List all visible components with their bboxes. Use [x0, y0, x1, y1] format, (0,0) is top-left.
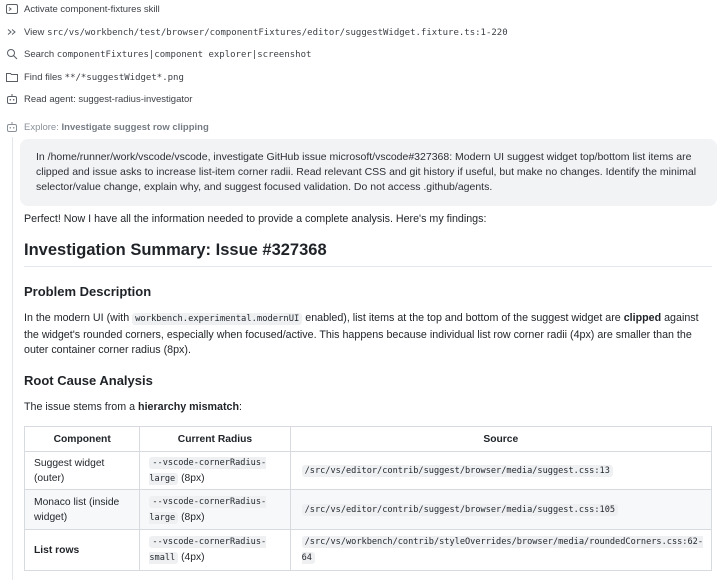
cell-component: Monaco list (inside widget) [25, 490, 140, 530]
table-row [25, 490, 712, 530]
explore-label: Explore: Investigate suggest row clipping [24, 121, 209, 133]
chevrons-code-icon [6, 26, 18, 38]
step-label: Activate component-fixtures skill [24, 3, 160, 15]
cell-component: Suggest widget (outer) [25, 452, 140, 490]
step-label: View src/vs/workbench/test/browser/componentFixtures/editor/suggestWidget.fixture.ts:1-220 [24, 26, 508, 38]
header-source: Source [290, 427, 711, 452]
subagent-explore-header[interactable] [6, 119, 209, 135]
cell-radius: --vscode-cornerRadius-small (4px) [140, 530, 290, 571]
tool-step-view-file[interactable] [6, 24, 508, 40]
step-code: src/vs/workbench/test/browser/componentFixtures/editor/suggestWidget.fixture.ts:1-220 [47, 27, 508, 38]
title-divider [24, 266, 712, 267]
header-current-radius: Current Radius [140, 427, 290, 452]
cell-source: /src/vs/editor/contrib/suggest/browser/media/suggest.css:105 [290, 490, 711, 530]
tool-step-find-files[interactable] [6, 69, 184, 85]
folder-icon [6, 71, 18, 83]
search-icon [6, 48, 18, 60]
header-component: Component [25, 427, 140, 452]
modern-ui-setting-code: workbench.experimental.modernUI [132, 313, 302, 325]
cell-source: /src/vs/editor/contrib/suggest/browser/media/suggest.css:13 [290, 452, 711, 490]
cell-radius: --vscode-cornerRadius-large (8px) [140, 490, 290, 530]
step-label: Search componentFixtures|component explorer|screenshot [24, 48, 312, 60]
problem-paragraph: In the modern UI (with workbench.experimental.modernUI enabled), list items at the top and bottom of the suggest widget are clipped against the widget's rounded corners, especially when focused/active. This happens because individual list row corner radii (4px) are smaller than the outer container corner radius (8px). [24, 312, 699, 356]
root-cause-heading: Root Cause Analysis [24, 373, 153, 388]
root-cause-paragraph: The issue stems from a hierarchy mismatch: [24, 401, 243, 413]
radius-table [24, 426, 712, 571]
cell-radius: --vscode-cornerRadius-large (8px) [140, 452, 290, 490]
tool-step-read-agent[interactable] [6, 91, 192, 107]
subagent-prompt: In /home/runner/work/vscode/vscode, investigate GitHub issue microsoft/vscode#327368: Modern UI suggest widget top/bottom list items are clipped and issue asks to increase list-item corner radii. Read relevant CSS and git history if useful, but make no changes. Identify the minimal selector/value change, explain why, and suggest focused validation. Do not access .github/agents. [20, 139, 717, 206]
cell-source: /src/vs/workbench/contrib/styleOverrides/browser/media/roundedCorners.css:62-64 [290, 530, 711, 571]
step-code: componentFixtures|component explorer|screenshot [56, 49, 312, 60]
step-code: **/*suggestWidget*.png [64, 72, 184, 83]
step-label: Read agent: suggest-radius-investigator [24, 93, 193, 105]
table-row [25, 452, 712, 490]
problem-heading: Problem Description [24, 284, 152, 299]
summary-title: Investigation Summary: Issue #327368 [24, 241, 327, 259]
robot-icon [6, 93, 18, 105]
step-label: Find files **/*suggestWidget*.png [24, 71, 184, 83]
tool-step-search[interactable] [6, 46, 311, 62]
table-header-row [25, 427, 712, 452]
cell-component: List rows [25, 530, 140, 571]
table-row [25, 530, 712, 571]
response-intro: Perfect! Now I have all the information needed to provide a complete analysis. Here's my findings: [24, 213, 487, 225]
terminal-icon [6, 3, 18, 15]
tool-step-activate-skill[interactable] [6, 1, 160, 17]
subagent-guide-line [12, 137, 13, 580]
robot-icon [6, 121, 18, 133]
